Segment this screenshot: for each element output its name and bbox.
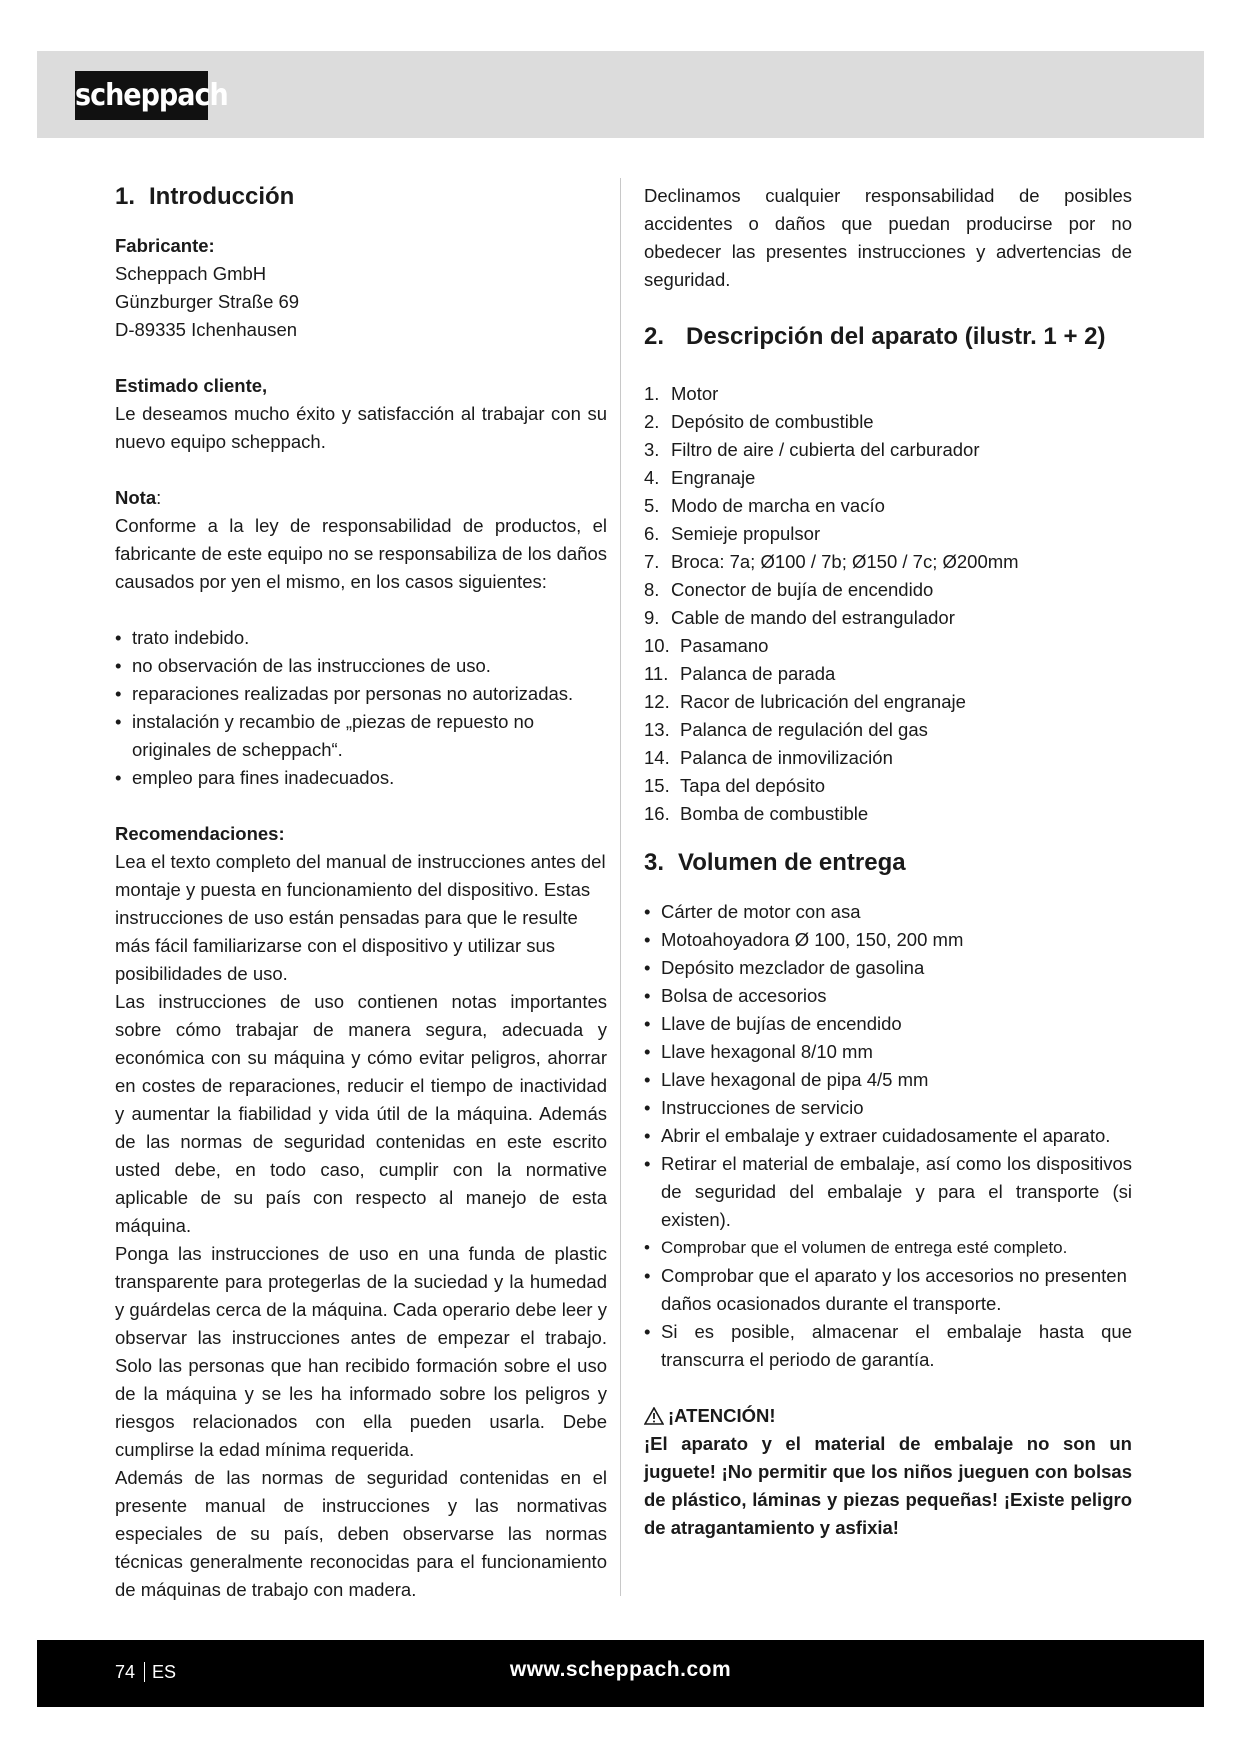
list-item: 8. Conector de bujía de encendido	[644, 579, 934, 600]
delivery-scope-list	[644, 898, 1132, 1374]
list-item: • Bolsa de accesorios	[644, 982, 1132, 1010]
note-heading: Nota:	[115, 487, 162, 508]
warning-triangle-icon	[644, 1407, 664, 1425]
section-2-heading: 2. Descripción del aparato (ilustr. 1 + 2)	[644, 323, 1106, 350]
list-item: • Retirar el material de embalaje, así como los dispositivos de seguridad del embalaje y para el transporte (si existen).	[644, 1150, 1132, 1234]
list-item: • Abrir el embalaje y extraer cuidadosamente el aparato.	[644, 1122, 1132, 1150]
section-3-heading: 3. Volumen de entrega	[644, 849, 906, 876]
note-text: Conforme a la ley de responsabilidad de productos, el fabricante de este equipo no se responsabiliza de los daños causados por yen el mismo, en los casos siguientes:	[115, 515, 607, 592]
list-item: 5. Modo de marcha en vacío	[644, 495, 885, 516]
dear-customer-text: Le deseamos mucho éxito y satisfacción al trabajar con su nuevo equipo scheppach.	[115, 403, 607, 452]
list-item: 6. Semieje propulsor	[644, 523, 821, 544]
list-item: • Depósito mezclador de gasolina	[644, 954, 1132, 982]
list-item: • empleo para fines inadecuados.	[115, 764, 607, 792]
list-item: 2. Depósito de combustible	[644, 411, 874, 432]
footer-bar	[37, 1640, 1204, 1707]
list-item: 7. Broca: 7a; Ø100 / 7b; Ø150 / 7c; Ø200mm	[644, 551, 1019, 572]
right-column	[644, 182, 1132, 1542]
recommendations-paragraph: Además de las normas de seguridad contenidas en el presente manual de instrucciones y las normativas especiales de su país, deben observarse las normas técnicas generalmente reconocidas para el funcionamiento de máquinas de trabajo con madera.	[115, 1467, 607, 1600]
left-column	[115, 182, 607, 1604]
list-item: • instalación y recambio de „piezas de repuesto no originales de scheppach“.	[115, 708, 607, 764]
list-item: 10. Pasamano	[644, 635, 769, 656]
warning-heading: ¡ATENCIÓN!	[644, 1402, 1132, 1430]
list-item: • Comprobar que el volumen de entrega esté completo.	[644, 1234, 1132, 1262]
address-line: D-89335 Ichenhausen	[115, 319, 298, 340]
recommendations-label: Recomendaciones:	[115, 823, 285, 844]
warning-text: ¡El aparato y el material de embalaje no son un juguete! ¡No permitir que los niños jueguen con bolsas de plástico, láminas y piezas pequeñas! ¡Existe peligro de atragantamiento y asfixia!	[644, 1433, 1132, 1538]
recommendations-paragraph: Lea el texto completo del manual de instrucciones antes del montaje y puesta en funcionamiento del dispositivo. Estas instrucciones de uso están pensadas para que le resulte más fácil familiarizarse con el dispositivo y utilizar sus posibilidades de uso.	[115, 851, 606, 984]
brand-logo: scheppach	[75, 71, 208, 120]
list-item: • Si es posible, almacenar el embalaje hasta que transcurra el periodo de garantía.	[644, 1318, 1132, 1374]
list-item: • Llave hexagonal de pipa 4/5 mm	[644, 1066, 1132, 1094]
language-code: ES	[152, 1662, 177, 1682]
website-url: www.scheppach.com	[509, 1658, 732, 1681]
list-item: 15. Tapa del depósito	[644, 775, 826, 796]
list-item: • Comprobar que el aparato y los accesorios no presenten daños ocasionados durante el transporte.	[644, 1262, 1132, 1318]
dear-customer-label: Estimado cliente,	[115, 375, 268, 396]
list-item: 3. Filtro de aire / cubierta del carburador	[644, 439, 980, 460]
list-item: 12. Racor de lubricación del engranaje	[644, 691, 966, 712]
list-item: 11. Palanca de parada	[644, 663, 836, 684]
address-line: Günzburger Straße 69	[115, 291, 300, 312]
list-item: 14. Palanca de inmovilización	[644, 747, 893, 768]
list-item: • Llave de bujías de encendido	[644, 1010, 1132, 1038]
disclaimer-text: Declinamos cualquier responsabilidad de posibles accidentes o daños que puedan producirse por no obedecer las presentes instrucciones y advertencias de seguridad.	[644, 185, 1132, 290]
list-item: • trato indebido.	[115, 624, 607, 652]
column-divider	[620, 178, 621, 1596]
list-item: • Instrucciones de servicio	[644, 1094, 1132, 1122]
address-line: Scheppach GmbH	[115, 263, 267, 284]
list-item: 13. Palanca de regulación del gas	[644, 719, 928, 740]
list-item: 4. Engranaje	[644, 467, 756, 488]
list-item: • no observación de las instrucciones de uso.	[115, 652, 607, 680]
parts-list	[644, 380, 1132, 828]
list-item: • Llave hexagonal 8/10 mm	[644, 1038, 1132, 1066]
recommendations-paragraph: Ponga las instrucciones de uso en una funda de plastic transparente para protegerlas de la suciedad y la humedad y guárdelas cerca de la máquina. Cada operario debe leer y observar las instrucciones antes de empezar el trabajo. Solo las personas que han recibido formación sobre el uso de la máquina y se les ha informado sobre los peligros y riesgos relacionados con ella pueden usarla. Debe cumplirse la edad mínima requerida.	[115, 1243, 607, 1460]
recommendations-paragraph: Las instrucciones de uso contienen notas importantes sobre cómo trabajar de manera segura, adecuada y económica con su máquina y cómo evitar peligros, ahorrar en costes de reparaciones, reducir el tiempo de inactividad y aumentar la fiabilidad y vida útil de la máquina. Además de las normas de seguridad contenidas en este escrito usted debe, en todo caso, cumplir con la normative aplicable de su país con respecto al manejo de esta máquina.	[115, 991, 607, 1236]
page-number: 74	[115, 1662, 136, 1682]
list-item: 9. Cable de mando del estrangulador	[644, 607, 955, 628]
manufacturer-label: Fabricante:	[115, 235, 215, 256]
list-item: • Cárter de motor con asa	[644, 898, 1132, 926]
liability-list	[115, 624, 607, 792]
list-item: • reparaciones realizadas por personas no autorizadas.	[115, 680, 607, 708]
list-item: 1. Motor	[644, 383, 719, 404]
list-item: 16. Bomba de combustible	[644, 803, 869, 824]
section-1-heading: 1. Introducción	[115, 183, 295, 210]
list-item: • Motoahoyadora Ø 100, 150, 200 mm	[644, 926, 1132, 954]
